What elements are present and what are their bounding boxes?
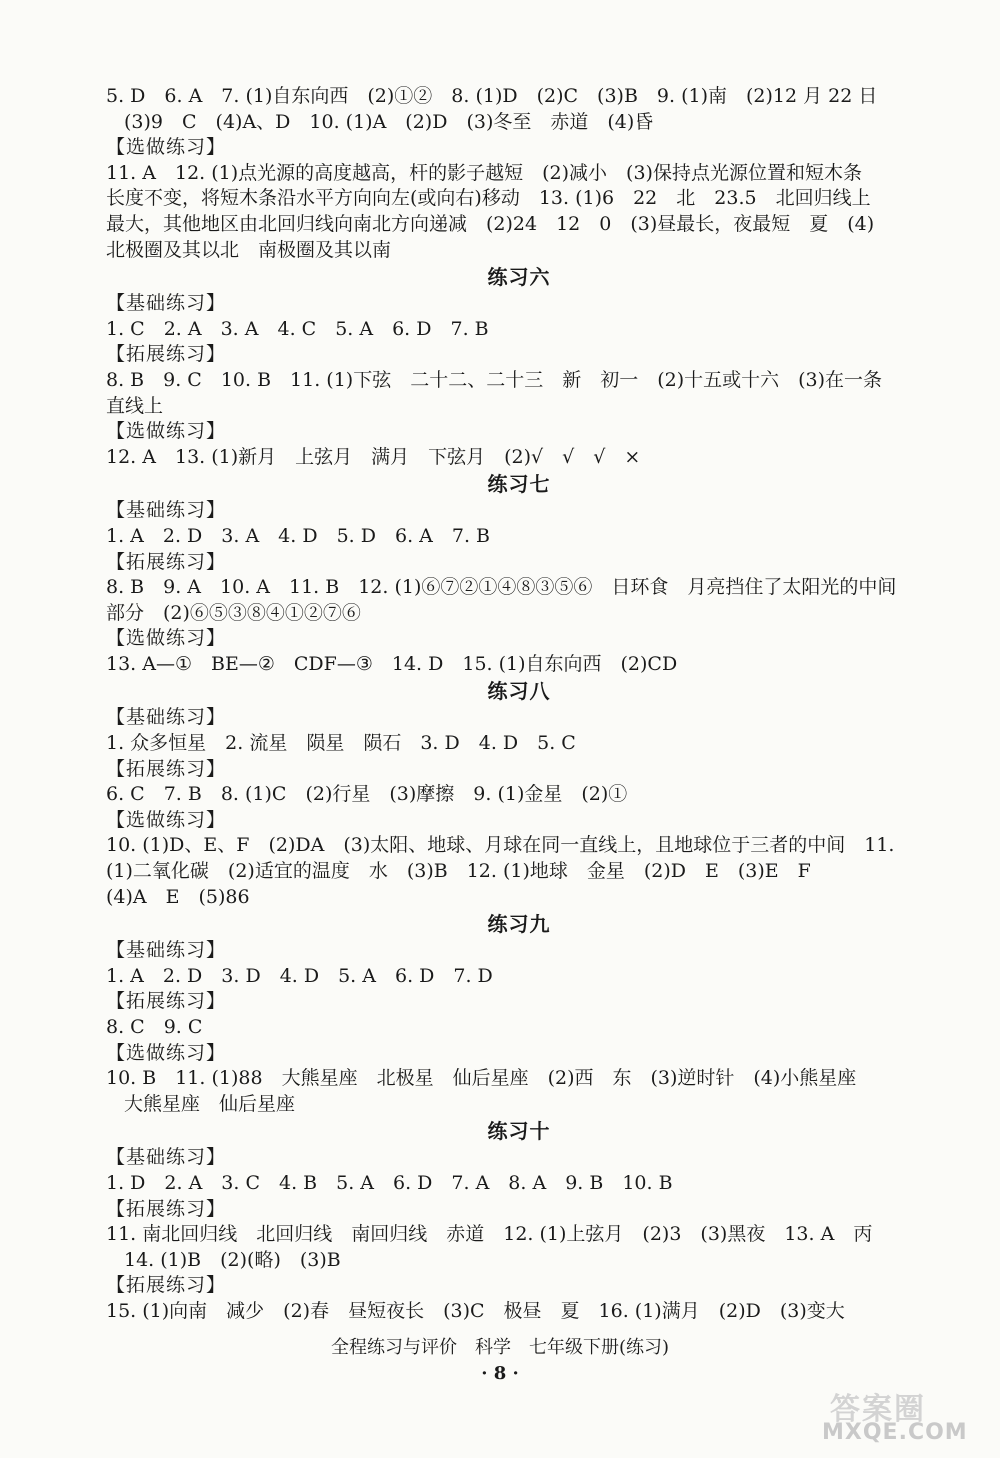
answer-line: (3)9 C (4)A、D 10. (1)A (2)D (3)冬至 赤道 (4)昏 (124, 110, 654, 133)
answer-line: 1. A 2. D 3. A 4. D 5. D 6. A 7. B (106, 524, 490, 547)
section-tag: 【选做练习】 (106, 627, 227, 650)
answer-line: 8. B 9. C 10. B 11. (1)下弦 二十二、二十三 新 初一 (2)十五或十六 (3)在一条 (106, 368, 883, 391)
answer-line: 10. (1)D、E、F (2)DA (3)太阳、地球、月球在同一直线上，且地球位于三者的中间 11. (106, 834, 895, 857)
book-title: 全程练习与评价 科学 七年级下册(练习) (330, 1337, 670, 1358)
answer-line: 14. (1)B (2)(略) (3)B (124, 1248, 341, 1271)
answer-page (106, 84, 932, 1325)
answer-line: 8. C 9. C (106, 1016, 203, 1038)
answer-line: 13. A—① BE—② CDF—③ 14. D 15. (1)自东向西 (2)CD (106, 652, 678, 675)
section-tag: 【拓展练习】 (106, 343, 227, 366)
page-number: · 8 · (481, 1363, 519, 1384)
watermark-text: 答案圈 (830, 1392, 926, 1427)
section-tag: 【拓展练习】 (106, 757, 227, 780)
section-tag: 【选做练习】 (106, 808, 227, 831)
section-tag: 【基础练习】 (106, 499, 227, 522)
answer-line: 11. 南北回归线 北回归线 南回归线 赤道 12. (1)上弦月 (2)3 (3)黑夜 13. A 丙 (106, 1223, 873, 1246)
answer-line: 15. (1)向南 减少 (2)春 昼短夜长 (3)C 极昼 夏 16. (1)满月 (2)D (3)变大 (106, 1299, 845, 1322)
section-tag: 【拓展练习】 (106, 550, 227, 573)
section-tag: 【基础练习】 (106, 939, 227, 962)
answer-line: 大熊星座 仙后星座 (124, 1092, 296, 1115)
answer-line: 北极圈及其以北 南极圈及其以南 (106, 238, 392, 261)
watermark-logo (822, 1384, 992, 1448)
exercise-title: 练习八 (487, 679, 551, 704)
answer-line: 1. C 2. A 3. A 4. C 5. A 6. D 7. B (106, 317, 489, 340)
answer-line: 1. D 2. A 3. C 4. B 5. A 6. D 7. A 8. A 9. B 10. B (106, 1171, 673, 1194)
answer-line: 部分 (2)⑥⑤③⑧④①②⑦⑥ (106, 601, 361, 624)
answer-line: 直线上 (106, 394, 164, 417)
answer-line: 长度不变，将短木条沿水平方向向左(或向右)移动 13. (1)6 22 北 23.5 北回归线上 (106, 187, 871, 210)
section-tag: 【拓展练习】 (106, 990, 227, 1013)
section-tag: 【基础练习】 (106, 706, 227, 729)
exercise-title: 练习六 (487, 265, 551, 290)
answer-line: 11. A 12. (1)点光源的高度越高，杆的影子越短 (2)减小 (3)保持点光源位置和短木条 (106, 161, 862, 184)
section-tag: 【基础练习】 (106, 1146, 227, 1169)
answer-line: 最大，其他地区由北回归线向南北方向递减 (2)24 12 0 (3)昼最长，夜最短 夏 (4) (106, 212, 875, 235)
section-tag: 【选做练习】 (106, 1041, 227, 1064)
section-tag: 【基础练习】 (106, 292, 227, 315)
answer-line: 1. 众多恒星 2. 流星 陨星 陨石 3. D 4. D 5. C (106, 732, 576, 755)
answer-line: 6. C 7. B 8. (1)C (2)行星 (3)摩擦 9. (1)金星 (2)① (106, 783, 628, 806)
section-tag: 【拓展练习】 (106, 1274, 227, 1297)
exercise-title: 练习十 (487, 1119, 551, 1144)
watermark-url: MXQE.COM (822, 1420, 968, 1445)
exercise-title: 练习七 (487, 472, 551, 497)
page-footer (0, 1335, 1000, 1387)
answer-line: 1. A 2. D 3. D 4. D 5. A 6. D 7. D (106, 964, 493, 987)
section-tag: 【拓展练习】 (106, 1197, 227, 1220)
section-tag: 【选做练习】 (106, 420, 227, 443)
answer-line: 8. B 9. A 10. A 11. B 12. (1)⑥⑦②①④⑧③⑤⑥ 日环食 月亮挡住了太阳光的中间 (106, 576, 897, 599)
answer-line: 5. D 6. A 7. (1)自东向西 (2)①② 8. (1)D (2)C (3)B 9. (1)南 (2)12 月 22 日 (106, 85, 878, 107)
exercise-title: 练习九 (487, 912, 551, 937)
answer-line: 10. B 11. (1)88 大熊星座 北极星 仙后星座 (2)西 东 (3)逆时针 (4)小熊星座 (106, 1067, 857, 1090)
answer-line: (4)A E (5)86 (106, 885, 250, 908)
answer-line: (1)二氧化碳 (2)适宜的温度 水 (3)B 12. (1)地球 金星 (2)D E (3)E F (106, 860, 811, 883)
answer-line: 12. A 13. (1)新月 上弦月 满月 下弦月 (2)√ √ √ × (106, 445, 641, 468)
section-tag: 【选做练习】 (106, 136, 227, 159)
